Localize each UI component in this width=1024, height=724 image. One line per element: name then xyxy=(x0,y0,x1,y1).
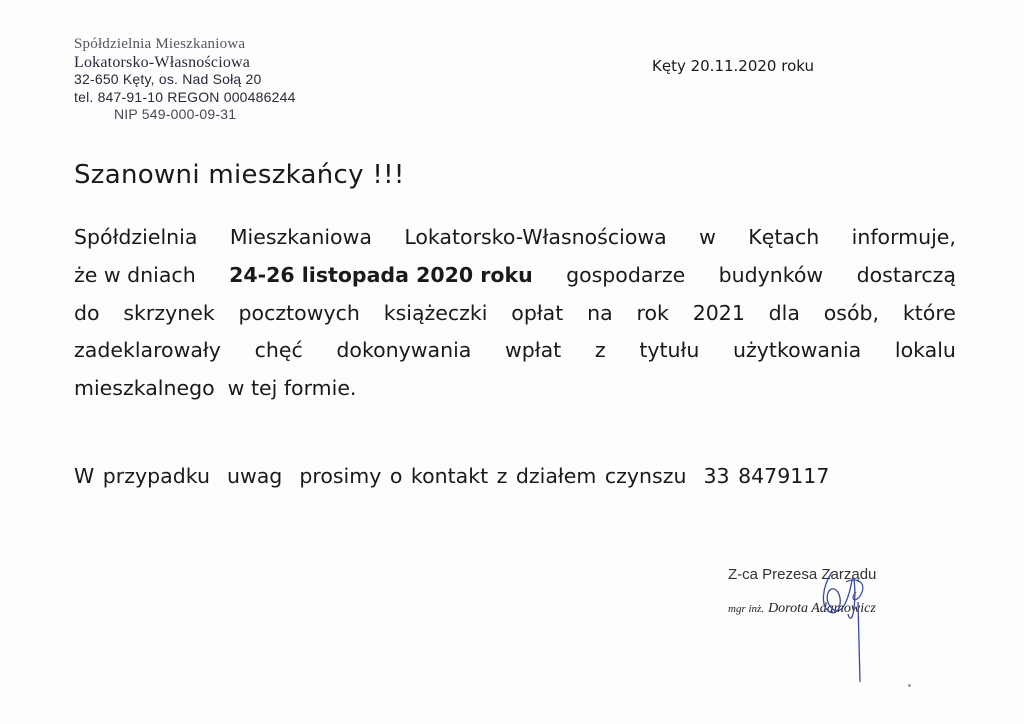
body-word: dostarczą xyxy=(856,262,956,287)
body-word: osób, xyxy=(823,300,880,325)
body-line-1 xyxy=(74,219,956,257)
body-word: mieszkalnego w tej formie. xyxy=(74,376,357,401)
signatory-title: Z-ca Prezesa Zarządu xyxy=(728,566,877,583)
stamp-line-phone-regon: tel. 847-91-10 REGON 000486244 xyxy=(74,88,296,105)
signatory-degree: mgr inż. xyxy=(728,603,765,615)
body-word: na xyxy=(587,300,613,325)
body-word: informuje, xyxy=(851,225,956,249)
body-word: skrzynek xyxy=(123,300,215,325)
stamp-line-address: 32-650 Kęty, os. Nad Sołą 20 xyxy=(74,71,262,87)
body-word: użytkowania xyxy=(733,338,862,363)
body-word: chęć xyxy=(254,338,303,363)
body-word: 2021 xyxy=(692,300,745,325)
body-word: tytułu xyxy=(639,338,700,363)
body-line-2 xyxy=(74,257,956,295)
body-word: Mieszkaniowa xyxy=(229,225,372,249)
body-word: dla xyxy=(768,300,800,325)
body-word: książeczki xyxy=(383,300,488,325)
body-word: do xyxy=(74,300,100,325)
body-word: rok xyxy=(636,300,669,325)
body-word: zadeklarowały xyxy=(74,338,221,363)
body-word: w xyxy=(699,225,716,249)
body-word: Spółdzielnia xyxy=(74,225,198,249)
handwritten-signature-icon xyxy=(810,562,880,687)
body-word: z xyxy=(594,338,606,363)
body-line-5 xyxy=(74,370,956,408)
body-line-3 xyxy=(74,295,956,333)
body-word: które xyxy=(902,300,956,325)
greeting-heading: Szanowni mieszkańcy !!! xyxy=(74,160,405,190)
body-word: wpłat xyxy=(505,338,562,363)
body-word: gospodarze xyxy=(566,262,686,287)
body-word: Kętach xyxy=(748,225,820,249)
contact-line: W przypadku uwag prosimy o kontakt z działem czynszu 33 8479117 xyxy=(74,464,830,488)
body-word: dokonywania xyxy=(336,338,472,363)
body-word: budynków xyxy=(718,262,824,287)
body-word: lokalu xyxy=(894,338,956,363)
body-line-4 xyxy=(74,332,956,370)
body-word: opłat xyxy=(511,300,564,325)
body-word: pocztowych xyxy=(238,300,360,325)
scan-speck xyxy=(908,684,911,687)
delivery-dates-bold: 24-26 listopada 2020 roku xyxy=(229,262,533,287)
stamp-line-type: Lokatorsko-Własnościowa xyxy=(74,53,251,71)
signatory-name: Dorota Adamowicz xyxy=(768,601,876,616)
letter-body xyxy=(74,219,956,408)
body-word: że w dniach xyxy=(74,262,196,287)
stamp-line-name: Spółdzielnia Mieszkaniowa xyxy=(74,36,246,52)
stamp-line-nip: NIP 549-000-09-31 xyxy=(114,106,237,122)
cooperative-stamp xyxy=(74,36,314,124)
body-word: Lokatorsko-Własnościowa xyxy=(404,225,667,249)
letter-date: Kęty 20.11.2020 roku xyxy=(652,57,814,75)
